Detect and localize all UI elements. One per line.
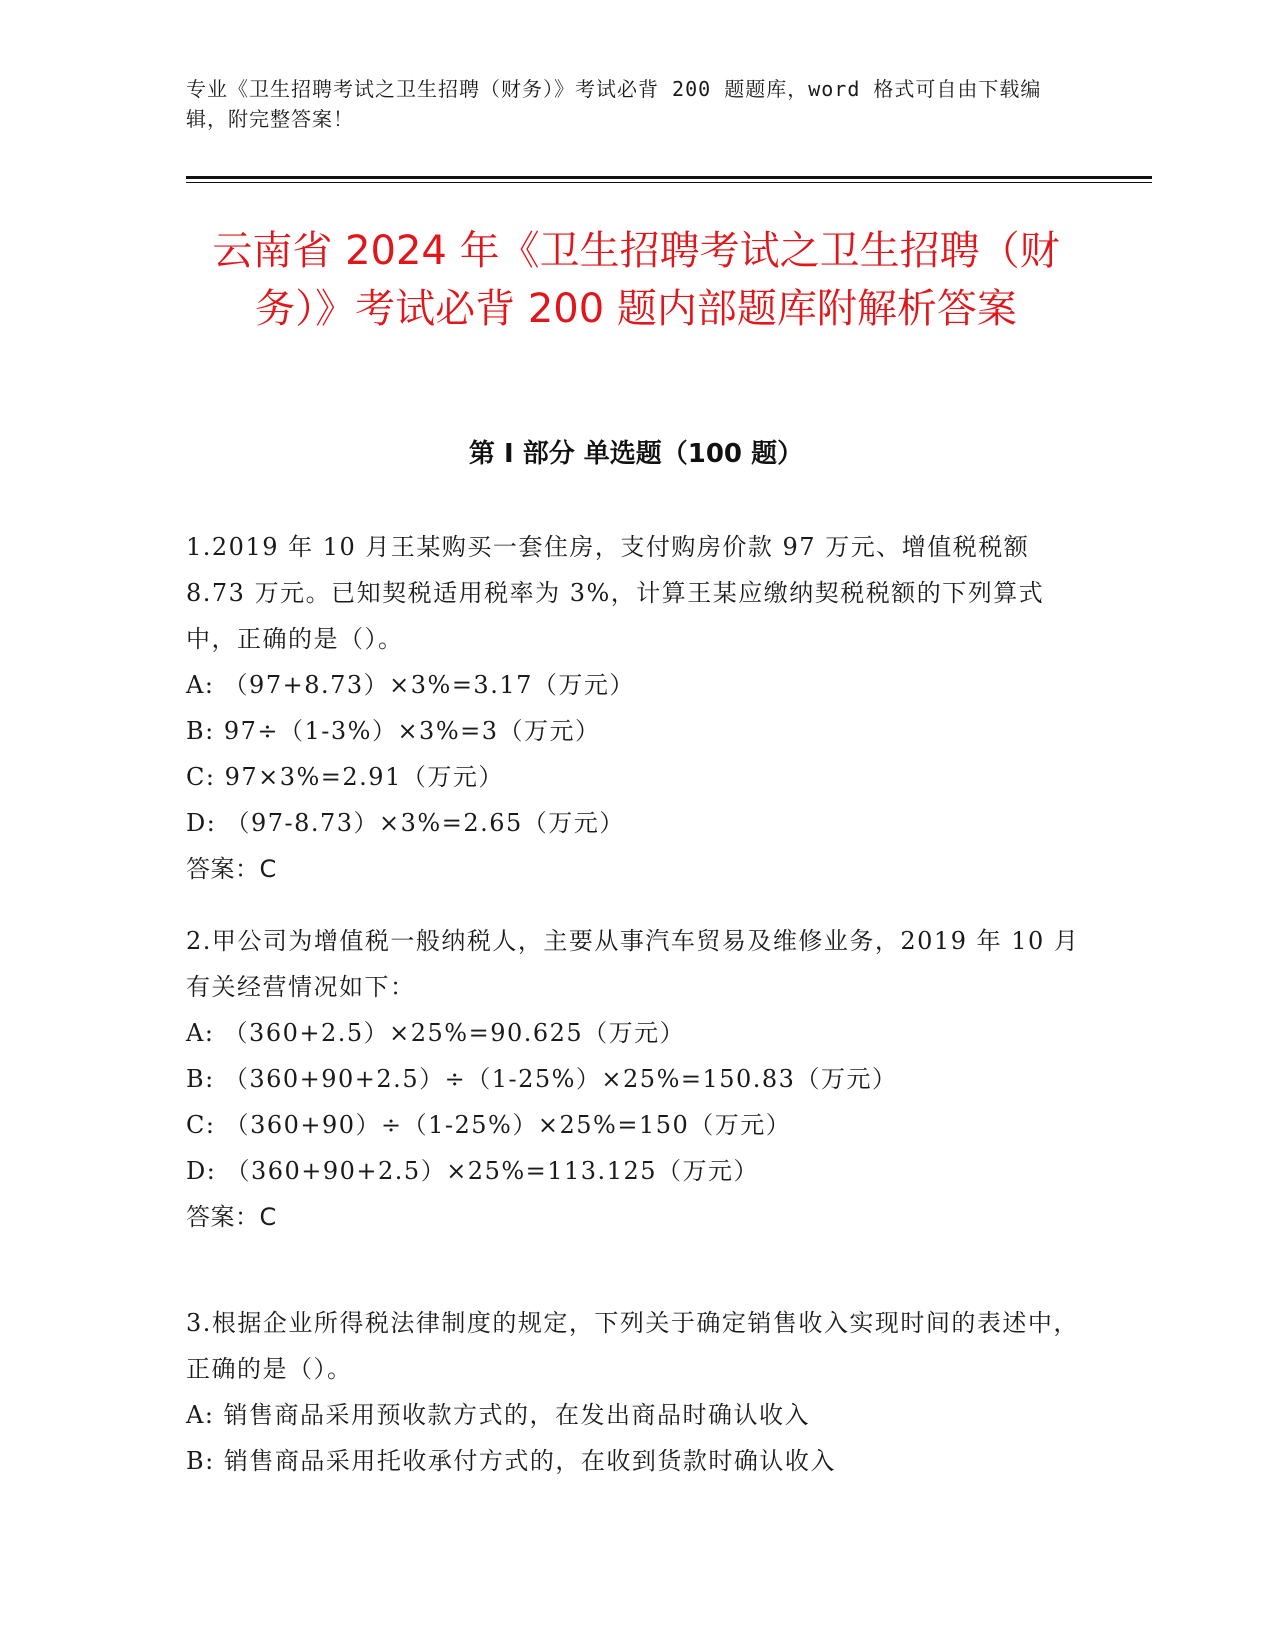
answer: 答案：C [186, 1203, 277, 1231]
option-b: B: （360+90+2.5）÷（1-25%）×25%=150.83（万元） [186, 1065, 898, 1093]
question-stem: 2.甲公司为增值税一般纳税人，主要从事汽车贸易及维修业务，2019 年 10 月有关经营情况如下： [186, 927, 1080, 1001]
option-c: C: 97×3%=2.91（万元） [186, 763, 504, 791]
option-a: A: （97+8.73）×3%=3.17（万元） [186, 671, 635, 699]
question-3 [186, 1300, 1086, 1484]
option-c: C: （360+90）÷（1-25%）×25%=150（万元） [186, 1111, 792, 1139]
header-note: 专业《卫生招聘考试之卫生招聘（财务）》考试必背 200 题题库，word 格式可自由下载编辑，附完整答案！ [186, 77, 1042, 131]
header-rule-thick [186, 176, 1152, 179]
question-stem: 1.2019 年 10 月王某购买一套住房，支付购房价款 97 万元、增值税税额 8.73 万元。已知契税适用税率为 3%，计算王某应缴纳契税税额的下列算式中，正确的是（）。 [186, 533, 1045, 653]
option-b: B: 97÷（1-3%）×3%=3（万元） [186, 717, 601, 745]
document-title: 云南省 2024 年《卫生招聘考试之卫生招聘（财务）》考试必背 200 题内部题库附解析答案 [212, 228, 1060, 332]
option-d: D: （97-8.73）×3%=2.65（万元） [186, 809, 625, 837]
header-rule-thin [186, 182, 1152, 183]
section-title: 第 I 部分 单选题（100 题） [468, 439, 804, 469]
option-a: A: 销售商品采用预收款方式的，在发出商品时确认收入 [186, 1401, 811, 1429]
question-stem: 3.根据企业所得税法律制度的规定，下列关于确定销售收入实现时间的表述中，正确的是（）。 [186, 1309, 1079, 1383]
option-a: A: （360+2.5）×25%=90.625（万元） [186, 1019, 686, 1047]
option-d: D: （360+90+2.5）×25%=113.125（万元） [186, 1157, 759, 1185]
question-2 [186, 918, 1086, 1240]
option-b: B: 销售商品采用托收承付方式的，在收到货款时确认收入 [186, 1447, 836, 1475]
answer: 答案：C [186, 855, 277, 883]
question-1 [186, 524, 1086, 892]
